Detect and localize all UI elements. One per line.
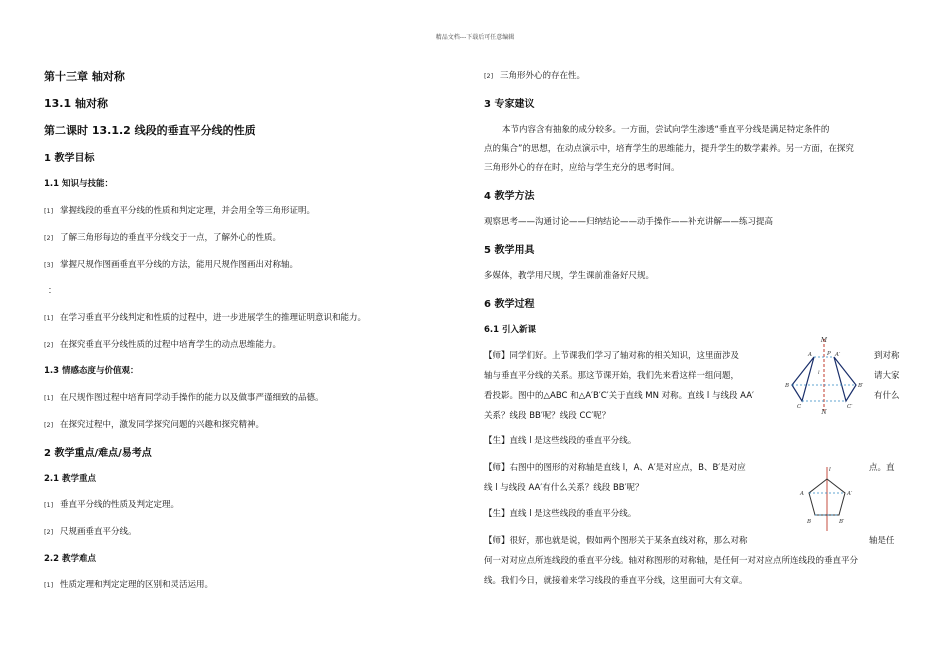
tools-text: 多媒体，教学用尺规，学生课前准备好尺规。 [484,271,655,281]
list-item: [1] 垂直平分线的性质及判定定理。 [44,500,180,510]
dialogue-line: 轴与垂直平分线的关系。那这节课开始，我们先来看这样一组问题， [484,371,740,381]
section-title: 13.1 轴对称 [44,97,108,110]
label-A: A [800,491,804,497]
dialogue-line: 何一对对应点所连线段的垂直平分线。轴对称图形的对称轴，是任何一对对应点所连线段的垂直平分 [484,556,859,566]
symmetric-triangles-figure [778,335,870,415]
list-item: [2] 在探究过程中，激发同学探究问题的兴趣和探究精神。 [44,420,265,430]
tools-heading: 5 教学用具 [484,245,535,256]
list-item: [2] 了解三角形每边的垂直平分线交于一点，了解外心的性质。 [44,233,282,243]
keypoints-heading: 2 教学重点/难点/易考点 [44,448,152,459]
advice-line: 三角形外心的存在时，应给与学生充分的思考时间。 [484,163,680,173]
label-C2: C′ [847,404,853,410]
lesson-title: 第二课时 13.1.2 线段的垂直平分线的性质 [44,124,256,137]
method-text: 观察思考——沟通讨论——归纳结论——动手操作——补充讲解——练习提高 [484,217,774,227]
list-item: [2] 在探究垂直平分线性质的过程中培育学生的动点思维能力。 [44,340,282,350]
dialogue-tail: 有什么 [874,391,900,401]
label-A2: A′ [847,491,853,497]
label-N: N [821,409,827,415]
knowledge-heading: 1.1 知识与技能： [44,179,114,189]
process-heading: 6 教学过程 [484,299,535,310]
intro-heading: 6.1 引入新课 [484,325,537,335]
advice-line: 本节内容含有抽象的成分较多。一方面，尝试向学生渗透“垂直平分线是满足特定条件的 [502,125,830,135]
dialogue-tail: 轴是任 [869,536,895,546]
difficulty-heading: 2.2 教学难点 [44,554,97,564]
label-B: B [807,519,812,525]
list-item: [3] 掌握尺规作图画垂直平分线的方法，能用尺规作图画出对称轴。 [44,260,299,270]
method-heading: 4 教学方法 [484,191,535,202]
chapter-title: 第十三章 轴对称 [44,70,125,83]
pentagon-figure [793,463,861,533]
list-item: [1] 掌握线段的垂直平分线的性质和判定定理，并会用全等三角形证明。 [44,206,316,216]
label-l: l [818,370,820,376]
goals-heading: 1 教学目标 [44,153,95,164]
label-P: P [827,351,831,357]
page-header: 精品文档---下载后可任意编辑 [435,34,515,41]
dialogue-line: 【师】很好，那也就是说，假如两个图形关于某条直线对称，那么对称 [484,536,748,546]
label-C: C [797,404,802,410]
dialogue-tail: 到对称 [874,351,900,361]
label-A: A [808,352,812,358]
list-item: [1] 性质定理和判定定理的区别和灵活运用。 [44,580,214,590]
dialogue-line: 线 l 与线段 AA′有什么关系？线段 BB′呢？ [484,483,644,493]
advice-heading: 3 专家建议 [484,99,535,110]
list-item: [2] 尺规画垂直平分线。 [44,527,137,537]
dialogue-line: 关系？线段 BB′呢？线段 CC′呢？ [484,411,611,421]
stray-mark: ： [48,286,57,296]
dialogue-tail: 请大家 [874,371,900,381]
label-l: l [829,467,831,473]
dialogue-line: 【师】同学们好。上节课我们学习了轴对称的相关知识，这里面涉及 [484,351,740,361]
dialogue-line: 线。我们今日，就接着来学习线段的垂直平分线，这里面可大有文章。 [484,576,748,586]
label-M: M [820,337,828,344]
focus-heading: 2.1 教学重点 [44,474,97,484]
attitude-heading: 1.3 情感态度与价值观： [44,366,139,376]
list-item: [2] 三角形外心的存在性。 [484,71,586,81]
label-B2: B′ [839,519,845,525]
label-A2: A′ [835,352,841,358]
student-line: 【生】直线 l 是这些线段的垂直平分线。 [484,509,637,519]
advice-line: 点的集合”的思想，在动点演示中，培育学生的思维能力，提升学生的数学素养。另一方面，在探究 [484,144,854,154]
label-B2: B′ [858,383,864,389]
student-line: 【生】直线 l 是这些线段的垂直平分线。 [484,436,637,446]
label-B: B [785,383,790,389]
list-item: [1] 在学习垂直平分线判定和性质的过程中，进一步进展学生的推理证明意识和能力。 [44,313,367,323]
list-item: [1] 在尺规作图过程中培育同学动手操作的能力以及做事严谨细致的品德。 [44,393,324,403]
dialogue-line: 【师】右图中的图形的对称轴是直线 l，A、A′是对应点，B、B′是对应 [484,463,746,473]
dialogue-tail: 点。直 [869,463,895,473]
dialogue-line: 看投影。图中的△ABC 和△A′B′C′关于直线 MN 对称。直线 l 与线段 AA′ [484,391,754,401]
